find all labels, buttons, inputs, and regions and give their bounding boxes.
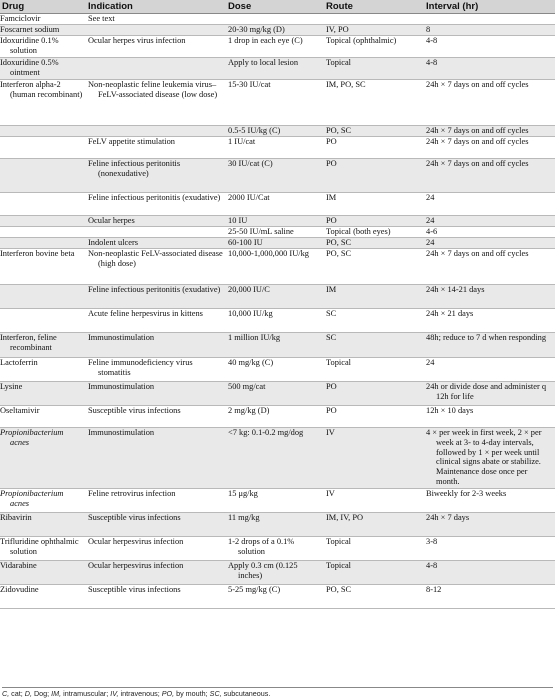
route-cell: IM — [324, 285, 424, 309]
table-row — [0, 309, 555, 333]
indication-cell: FeLV appetite stimulation — [86, 137, 226, 159]
interval-cell: 8 — [424, 25, 555, 36]
route-cell: PO, SC — [324, 249, 424, 285]
table-row — [0, 159, 555, 193]
interval-cell: 24 — [424, 216, 555, 227]
interval-cell: 24h × 7 days on and off cycles — [424, 80, 555, 126]
drug-cell: Famciclovir — [0, 14, 86, 25]
route-cell: IM, PO, SC — [324, 80, 424, 126]
interval-cell: 24h × 7 days on and off cycles — [424, 137, 555, 159]
drug-cell: Trifluridine ophthalmic solution — [0, 537, 86, 561]
route-cell: IV, PO — [324, 25, 424, 36]
header-drug: Drug — [0, 0, 86, 14]
table-row — [0, 285, 555, 309]
footnote-definition: intravenous; — [118, 689, 162, 698]
table-header-row — [0, 0, 555, 14]
dose-cell: 1 IU/cat — [226, 137, 324, 159]
drug-cell: Zidovudine — [0, 585, 86, 609]
drug-cell: Ribavirin — [0, 513, 86, 537]
table-row — [0, 382, 555, 406]
interval-cell: 24h × 7 days on and off cycles — [424, 126, 555, 137]
footnote-definition: by mouth; — [174, 689, 210, 698]
drug-cell: Interferon alpha-2 (human recombinant) — [0, 80, 86, 126]
indication-cell: Ocular herpes — [86, 216, 226, 227]
dose-cell: 2000 IU/Cat — [226, 193, 324, 216]
dose-cell: 1 drop in each eye (C) — [226, 36, 324, 58]
indication-cell: Non-neoplastic FeLV-associated disease (high dose) — [86, 249, 226, 285]
dose-cell: <7 kg: 0.1-0.2 mg/dog — [226, 428, 324, 489]
dose-cell: 15 μg/kg — [226, 489, 324, 513]
route-cell: IM, IV, PO — [324, 513, 424, 537]
route-cell: Topical — [324, 358, 424, 382]
drug-cell — [0, 216, 86, 227]
drug-cell — [0, 238, 86, 249]
dose-cell: 40 mg/kg (C) — [226, 358, 324, 382]
table-row — [0, 193, 555, 216]
indication-cell: Feline infectious peritonitis (nonexudative) — [86, 159, 226, 193]
drug-cell — [0, 159, 86, 193]
dose-cell — [226, 14, 324, 25]
table-row — [0, 537, 555, 561]
dose-cell: Apply to local lesion — [226, 58, 324, 80]
drug-cell: Propionibacterium acnes — [0, 489, 86, 513]
drug-cell: Lysine — [0, 382, 86, 406]
route-cell — [324, 14, 424, 25]
dose-cell: 1 million IU/kg — [226, 333, 324, 358]
table-row — [0, 513, 555, 537]
route-cell: IV — [324, 428, 424, 489]
header-indication: Indication — [86, 0, 226, 14]
route-cell: Topical (both eyes) — [324, 227, 424, 238]
header-dose: Dose — [226, 0, 324, 14]
indication-cell: Indolent ulcers — [86, 238, 226, 249]
table-row — [0, 358, 555, 382]
interval-cell: 12h × 10 days — [424, 406, 555, 428]
interval-cell: 24h × 7 days — [424, 513, 555, 537]
drug-cell: Idoxuridine 0.5% ointment — [0, 58, 86, 80]
footnote-definition: intramuscular; — [61, 689, 111, 698]
route-cell: PO, SC — [324, 585, 424, 609]
table-row — [0, 126, 555, 137]
indication-cell: Acute feline herpesvirus in kittens — [86, 309, 226, 333]
route-cell: Topical (ophthalmic) — [324, 36, 424, 58]
indication-cell: Susceptible virus infections — [86, 585, 226, 609]
interval-cell: 24h × 14-21 days — [424, 285, 555, 309]
dose-cell: 10,000-1,000,000 IU/kg — [226, 249, 324, 285]
dose-cell: 15-30 IU/cat — [226, 80, 324, 126]
interval-cell: 24 — [424, 193, 555, 216]
indication-cell — [86, 25, 226, 36]
table-row — [0, 333, 555, 358]
dose-cell: 1-2 drops of a 0.1% solution — [226, 537, 324, 561]
table-row — [0, 249, 555, 285]
drug-cell — [0, 137, 86, 159]
table-row — [0, 80, 555, 126]
route-cell: IM — [324, 193, 424, 216]
route-cell: PO, SC — [324, 238, 424, 249]
interval-cell: 8-12 — [424, 585, 555, 609]
indication-cell: Ocular herpesvirus infection — [86, 561, 226, 585]
table-row — [0, 58, 555, 80]
indication-cell: Susceptible virus infections — [86, 406, 226, 428]
indication-cell: Feline infectious peritonitis (exudative) — [86, 193, 226, 216]
interval-cell: 48h; reduce to 7 d when responding — [424, 333, 555, 358]
route-cell: PO — [324, 137, 424, 159]
table-row — [0, 489, 555, 513]
footnote-abbreviation: SC, — [209, 689, 222, 698]
footnote-definition: cat; — [9, 689, 25, 698]
dose-cell: Apply 0.3 cm (0.125 inches) — [226, 561, 324, 585]
indication-cell: Feline immunodeficiency virus stomatitis — [86, 358, 226, 382]
interval-cell: 4-8 — [424, 36, 555, 58]
dose-cell: 11 mg/kg — [226, 513, 324, 537]
interval-cell: 4 × per week in first week, 2 × per week at 3- to 4-day intervals, followed by 1 × per week until clinical signs abate or stabilize. Maintenance dose once per month. — [424, 428, 555, 489]
route-cell: Topical — [324, 537, 424, 561]
table-row — [0, 14, 555, 25]
indication-cell — [86, 227, 226, 238]
drug-cell: Interferon, feline recombinant — [0, 333, 86, 358]
route-cell: PO — [324, 406, 424, 428]
drug-cell — [0, 309, 86, 333]
indication-cell: Ocular herpesvirus infection — [86, 537, 226, 561]
footnote-abbreviation: PO, — [161, 689, 175, 698]
indication-cell — [86, 126, 226, 137]
interval-cell — [424, 14, 555, 25]
interval-cell: 24h × 7 days on and off cycles — [424, 249, 555, 285]
route-cell: SC — [324, 309, 424, 333]
footnote-definition: subcutaneous. — [221, 689, 271, 698]
interval-cell: 24 — [424, 358, 555, 382]
route-cell: PO, SC — [324, 126, 424, 137]
interval-cell: 4-6 — [424, 227, 555, 238]
route-cell: PO — [324, 382, 424, 406]
drug-cell: Foscarnet sodium — [0, 25, 86, 36]
drug-cell — [0, 285, 86, 309]
interval-cell: 24h × 21 days — [424, 309, 555, 333]
footnote-abbreviation: IM, — [51, 689, 62, 698]
footnote-definition: Dog; — [31, 689, 52, 698]
dose-cell: 20-30 mg/kg (D) — [226, 25, 324, 36]
dose-cell: 25-50 IU/mL saline — [226, 227, 324, 238]
drug-cell: Oseltamivir — [0, 406, 86, 428]
route-cell: PO — [324, 159, 424, 193]
table-row — [0, 137, 555, 159]
dose-cell: 500 mg/cat — [226, 382, 324, 406]
indication-cell: Ocular herpes virus infection — [86, 36, 226, 58]
interval-cell: 24h × 7 days on and off cycles — [424, 159, 555, 193]
table-row — [0, 585, 555, 609]
footnote-abbreviation: IV, — [110, 689, 119, 698]
indication-cell: Immunostimulation — [86, 428, 226, 489]
drug-cell — [0, 126, 86, 137]
interval-cell: 3-8 — [424, 537, 555, 561]
drug-cell: Interferon bovine beta — [0, 249, 86, 285]
drug-cell: Idoxuridine 0.1% solution — [0, 36, 86, 58]
interval-cell: 24h or divide dose and administer q 12h for life — [424, 382, 555, 406]
interval-cell: Biweekly for 2-3 weeks — [424, 489, 555, 513]
dose-cell: 30 IU/cat (C) — [226, 159, 324, 193]
indication-cell: Feline retrovirus infection — [86, 489, 226, 513]
dose-cell: 10 IU — [226, 216, 324, 227]
dose-cell: 20,000 IU/C — [226, 285, 324, 309]
drug-cell — [0, 193, 86, 216]
footnote-abbreviation: C, — [2, 689, 10, 698]
table-row — [0, 428, 555, 489]
table-row — [0, 216, 555, 227]
route-cell: IV — [324, 489, 424, 513]
dose-cell: 60-100 IU — [226, 238, 324, 249]
indication-cell: Non-neoplastic feline leukemia virus–FeLV-associated disease (low dose) — [86, 80, 226, 126]
interval-cell: 24 — [424, 238, 555, 249]
route-cell: Topical — [324, 58, 424, 80]
indication-cell: Feline infectious peritonitis (exudative) — [86, 285, 226, 309]
table-row — [0, 561, 555, 585]
dose-cell: 5-25 mg/kg (C) — [226, 585, 324, 609]
table-row — [0, 36, 555, 58]
route-cell: SC — [324, 333, 424, 358]
dose-cell: 2 mg/kg (D) — [226, 406, 324, 428]
footnote-abbreviation: D, — [24, 689, 32, 698]
dose-cell: 0.5-5 IU/kg (C) — [226, 126, 324, 137]
header-interval: Interval (hr) — [424, 0, 555, 14]
indication-cell: Susceptible virus infections — [86, 513, 226, 537]
header-route: Route — [324, 0, 424, 14]
drug-cell — [0, 227, 86, 238]
interval-cell: 4-8 — [424, 561, 555, 585]
table-footnote — [2, 687, 553, 698]
indication-cell: See text — [86, 14, 226, 25]
dose-cell: 10,000 IU/kg — [226, 309, 324, 333]
indication-cell — [86, 58, 226, 80]
interval-cell: 4-8 — [424, 58, 555, 80]
table-row — [0, 406, 555, 428]
route-cell: Topical — [324, 561, 424, 585]
table-row — [0, 227, 555, 238]
table-body — [0, 14, 555, 609]
indication-cell: Immunostimulation — [86, 382, 226, 406]
drug-cell: Vidarabine — [0, 561, 86, 585]
route-cell: PO — [324, 216, 424, 227]
drug-cell: Propionibacterium acnes — [0, 428, 86, 489]
drug-cell: Lactoferrin — [0, 358, 86, 382]
table-row — [0, 25, 555, 36]
table-row — [0, 238, 555, 249]
indication-cell: Immunostimulation — [86, 333, 226, 358]
